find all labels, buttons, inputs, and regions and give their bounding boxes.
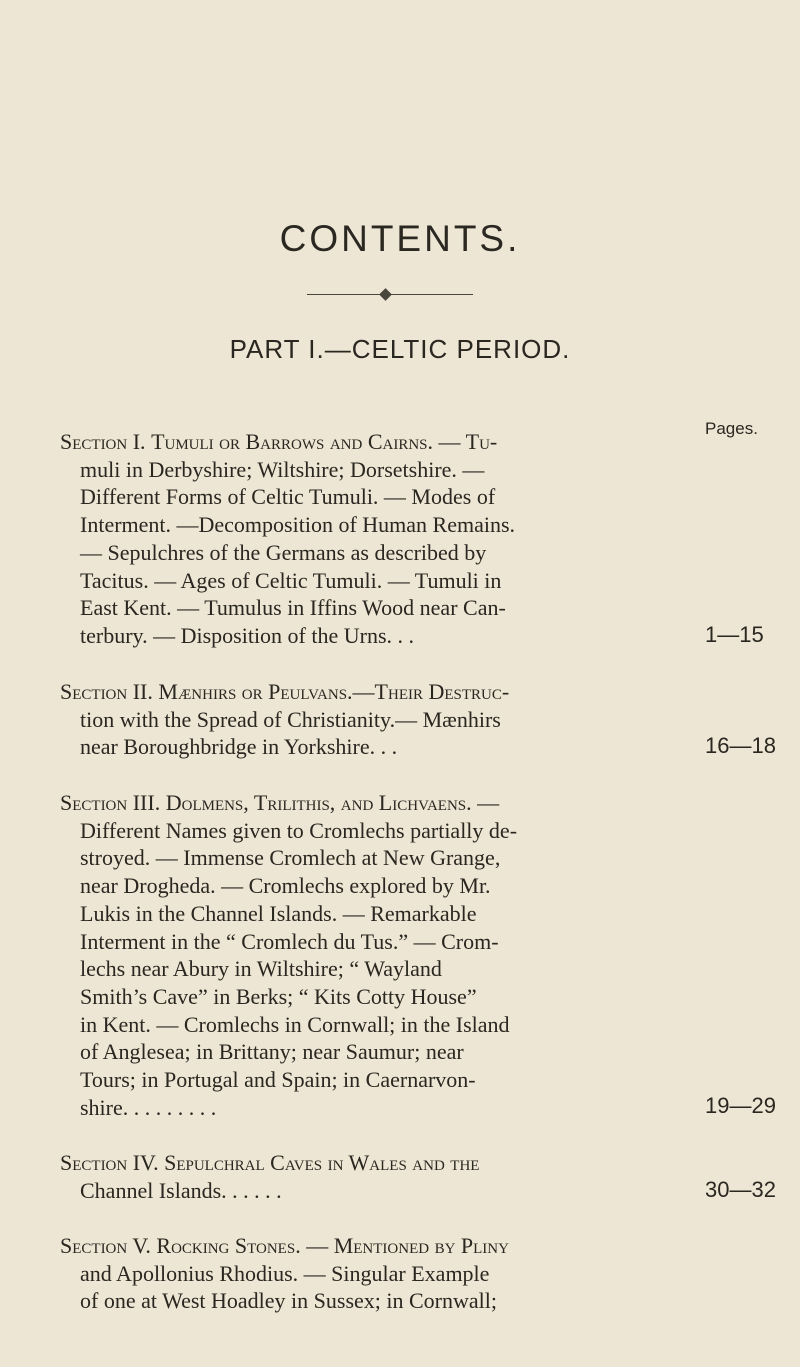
section-line: Channel Islands. . . . . . <box>80 1177 282 1203</box>
section-line: in Kent. — Cromlechs in Cornwall; in the Island <box>80 1011 510 1037</box>
section-line: of Anglesea; in Brittany; near Saumur; near <box>80 1039 464 1065</box>
section-entry-3 <box>60 789 660 1121</box>
pages-column-label: Pages. <box>705 419 758 438</box>
section-line: Different Forms of Celtic Tumuli. — Modes of <box>80 484 496 510</box>
section-line: shire. . . . . . . . . <box>80 1094 217 1120</box>
section-line: near Boroughbridge in Yorkshire. . . <box>80 734 398 760</box>
section-label: Section III. <box>60 790 161 815</box>
section-line: Smith’s Cave” in Berks; “ Kits Cotty House” <box>80 983 477 1009</box>
contents-heading: CONTENTS. <box>279 218 521 259</box>
section-label: Section I. <box>60 429 146 454</box>
part-title: PART I.—CELTIC PERIOD. <box>229 334 571 364</box>
section-line: East Kent. — Tumulus in Iffins Wood near Can- <box>80 595 506 621</box>
page-range-3: 19—29 <box>705 1093 776 1118</box>
section-line: tion with the Spread of Christianity.— Mænhirs <box>80 706 501 732</box>
section-line: Dolmens, Trilithis, and Lichvaens. — <box>165 790 500 815</box>
section-line: Interment. —Decomposition of Human Remains. <box>80 512 516 538</box>
section-line: Sepulchral Caves in Wales and the <box>164 1150 480 1175</box>
section-line: Mænhirs or Peulvans.—Their Destruc- <box>158 679 510 704</box>
section-label: Section IV. <box>60 1150 159 1175</box>
section-entry-4 <box>60 1149 660 1204</box>
section-line: Tours; in Portugal and Spain; in Caernarvon- <box>80 1067 476 1093</box>
section-line: Lukis in the Channel Islands. — Remarkable <box>80 900 477 926</box>
section-label: Section V. <box>60 1233 151 1258</box>
page-range-2: 16—18 <box>705 733 776 758</box>
section-line: lechs near Abury in Wiltshire; “ Wayland <box>80 956 442 982</box>
section-line: muli in Derbyshire; Wiltshire; Dorsetshire. — <box>80 456 485 482</box>
section-line: and Apollonius Rhodius. — Singular Example <box>80 1260 490 1286</box>
section-line: near Drogheda. — Cromlechs explored by Mr. <box>80 873 491 899</box>
section-entry-5 <box>60 1232 660 1315</box>
section-line: stroyed. — Immense Cromlech at New Grange, <box>80 845 501 871</box>
section-line: Tacitus. — Ages of Celtic Tumuli. — Tumuli in <box>80 567 502 593</box>
rule-ornament-icon <box>379 288 392 301</box>
section-label: Section II. <box>60 679 153 704</box>
section-entry-2 <box>60 678 660 761</box>
section-line: Interment in the “ Cromlech du Tus.” — Crom- <box>80 928 499 954</box>
section-line: — Sepulchres of the Germans as described by <box>80 539 487 565</box>
page-range-1: 1—15 <box>705 622 764 647</box>
section-line: Rocking Stones. — Mentioned by Pliny <box>156 1233 509 1258</box>
section-entry-1 <box>60 428 660 650</box>
section-line: Different Names given to Cromlechs partially de- <box>80 817 518 843</box>
page-range-4: 30—32 <box>705 1177 776 1202</box>
section-line: Tumuli or Barrows and Cairns. — Tu- <box>151 429 498 454</box>
section-line: terbury. — Disposition of the Urns. . . <box>80 622 415 648</box>
section-line: of one at West Hoadley in Sussex; in Cornwall; <box>80 1288 497 1314</box>
